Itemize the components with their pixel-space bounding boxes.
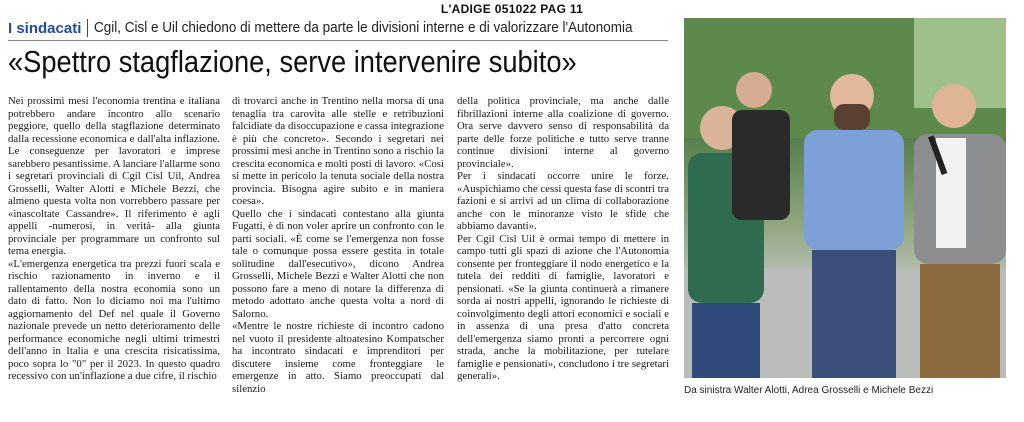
paragraph: Per Cgil Cisl Uil è ormai tempo di mettere in campo tutti gli spazi di azione che l'Autonomia consente per fronteggiare il nodo energetico e la tutela dei redditi di famiglie, lavoratori e pensionati. «Se la giunta continuerà a rimanere sorda ai nostri appelli, ignorando le richieste di coinvolgimento degli attori economici e sociali e in assenza di una presa d'atto concreta dell'emergenza siamo pronti a percorrere ogni strada, anche la mobilitazione, per tutelare famiglie e pensionati», concludono i tre segretari generali».: [457, 232, 669, 382]
paragraph: Quello che i sindacati contestano alla giunta Fugatti, è di non voler aprire un confronto con le parti sociali. «È come se l'emergenza non fosse tale o comunque possa essere gestita in totale solitudine dall'esecutivo», dicono Andrea Grosselli, Michele Bezzi e Walter Alotti che non possono fare a meno di notare la differenza di metodo adottato anche questa volta a nord di Salorno.: [232, 207, 444, 320]
photo-illustration: [684, 18, 1006, 378]
headline: «Spettro stagflazione, serve intervenire subito»: [8, 44, 577, 79]
news-photo: [684, 18, 1006, 378]
paragraph: Nei prossimi mesi l'economia trentina e italiana potrebbero andare incontro allo scenario peggiore, quello della stagflazione determinato dalla recessione economica e dall'alta inflazione. Le conseguenze per lavoratori e imprese sarebbero pesantissime. A lanciare l'allarme sono i segretari provinciali di Cgil Cisl Uil, Andrea Grosselli, Walter Alotti e Michele Bezzi, che almeno questa volta non vorrebbero passare per «inascoltate Cassandre». Il riferimento è agli appelli -numerosi, in verità- alla giunta provinciale per programmare un confronto sul tema energia.: [8, 95, 220, 257]
paragraph: di trovarci anche in Trentino nella morsa di una tenaglia tra carovita alle stelle e retribuzioni falcidiate da disoccupazione e cassa integrazione è più che concreto». Secondo i segretari nei prossimi mesi anche in Trentino sono a rischio la crescita economica e molti posti di lavoro. «Così si mette in pericolo la tenuta sociale della nostra provincia. Bisogna agire subito e in maniera coesa».: [232, 95, 444, 207]
masthead: L'ADIGE 051022 PAG 11: [440, 2, 584, 16]
paragraph: «L'emergenza energetica tra prezzi fuori scala e rischio razionamento in inverno e il rallentamento della nostra economia sono un dato di fatto. Non lo diciamo noi ma l'ultimo aggiornamento del Def nel quale il Governo nazionale prevede un netto deterioramento delle performance economiche negli ultimi trimestri dell'anno in Italia e una crescita risicatissima, poco sopra lo "0" per il 2023. In questo quadro recessivo con un'inflazione a due cifre, il rischio: [8, 257, 220, 382]
photo-caption: Da sinistra Walter Alotti, Adrea Grosselli e Michele Bezzi: [684, 385, 934, 396]
article-column-1: [8, 95, 220, 415]
section-tag: I sindacati: [8, 19, 82, 37]
paragraph: Per i sindacati occorre unire le forze. «Auspichiamo che cessi questa fase di scontri tra fazioni e si arrivi ad un clima di collaborazione anche con le minoranze visto le sfide che abbiamo davanti».: [457, 170, 669, 232]
paragraph: della politica provinciale, ma anche dalle fibrillazioni interne alla coalizione di governo. Ora serve davvero senso di responsabilità da parte delle forze politiche e tutto serve tranne continue divisioni interne al governo provinciale».: [457, 95, 669, 170]
article-column-3: [457, 95, 669, 415]
paragraph: «Mentre le nostre richieste di incontro cadono nel vuoto il presidente altoatesino Kompatscher ha incontrato sindacati e imprenditori per discutere insieme come fronteggiare le emergenze in atto. Siamo preoccupati dal silenzio: [232, 320, 444, 395]
kicker-row: [8, 17, 673, 39]
kicker: Cgil, Cisl e Uil chiedono di mettere da parte le divisioni interne e di valorizzare l'Autonomia: [94, 20, 633, 36]
headline-rule: [8, 40, 668, 41]
tag-divider: [87, 19, 88, 37]
article-column-2: [232, 95, 444, 415]
